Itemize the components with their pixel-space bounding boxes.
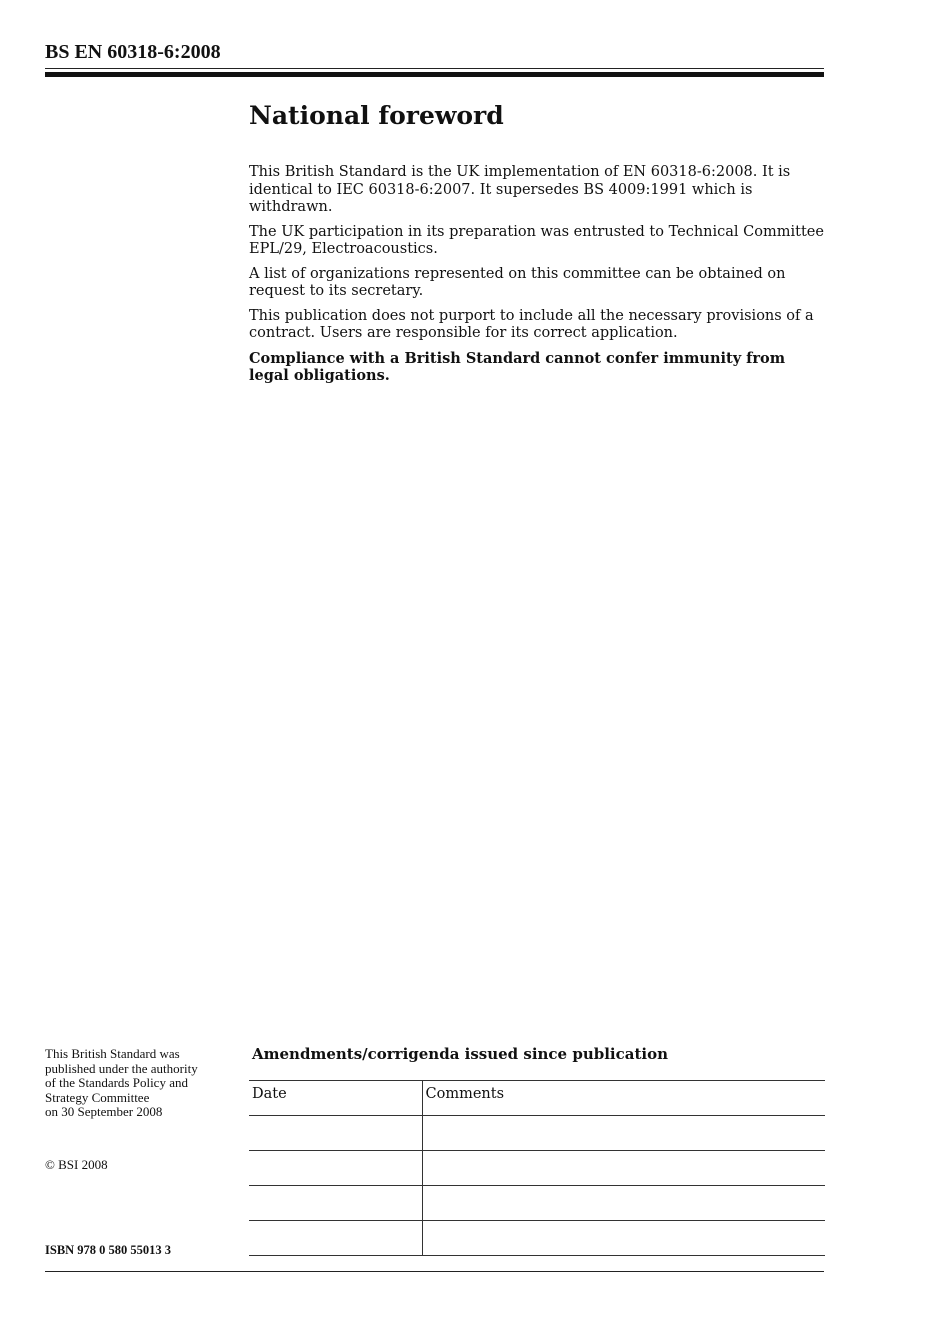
table-row [249,1186,825,1221]
column-header-date-label: Date [252,1086,287,1102]
column-header-date [249,1081,422,1116]
compliance-notice: Compliance with a British Standard cannot confer immunity from legal obligations. [249,349,786,384]
date-cell [249,1151,422,1186]
amendments-table [249,1080,825,1256]
header-thin-rule [45,68,824,69]
comments-cell [422,1221,825,1256]
foreword-paragraph: The UK participation in its preparation was entrusted to Technical Committee EPL/29, Electroacoustics. [249,223,824,257]
publication-note: This British Standard was published under the authority of the Standards Policy and Strategy Committee on 30 September 2008 [45,1046,198,1119]
table-row [249,1116,825,1151]
footer-rule [45,1271,824,1272]
comments-cell [422,1186,825,1221]
column-header-comments-label: Comments [425,1086,505,1102]
page-title: National foreword [249,101,504,130]
date-cell [249,1221,422,1256]
date-cell [249,1116,422,1151]
amendments-heading: Amendments/corrigenda issued since publication [252,1045,668,1063]
foreword-paragraph: This British Standard is the UK implementation of EN 60318-6:2008. It is identical to IEC 60318-6:2007. It supersedes BS 4009:1991 which is withdrawn. [249,164,791,215]
date-cell [249,1186,422,1221]
column-header-comments [422,1081,825,1116]
comments-cell [422,1116,825,1151]
foreword-body [249,164,829,392]
table-header-row [249,1081,825,1116]
copyright-notice: © BSI 2008 [45,1157,108,1172]
comments-cell [422,1151,825,1186]
isbn: ISBN 978 0 580 55013 3 [45,1243,172,1257]
table-row [249,1151,825,1186]
document-code: BS EN 60318-6:2008 [45,41,221,63]
header-thick-rule [45,72,824,77]
foreword-paragraph: This publication does not purport to include all the necessary provisions of a contract. Users are responsible for its correct application. [249,307,814,341]
foreword-paragraph: A list of organizations represented on this committee can be obtained on request to its secretary. [249,265,786,299]
table-row [249,1221,825,1256]
